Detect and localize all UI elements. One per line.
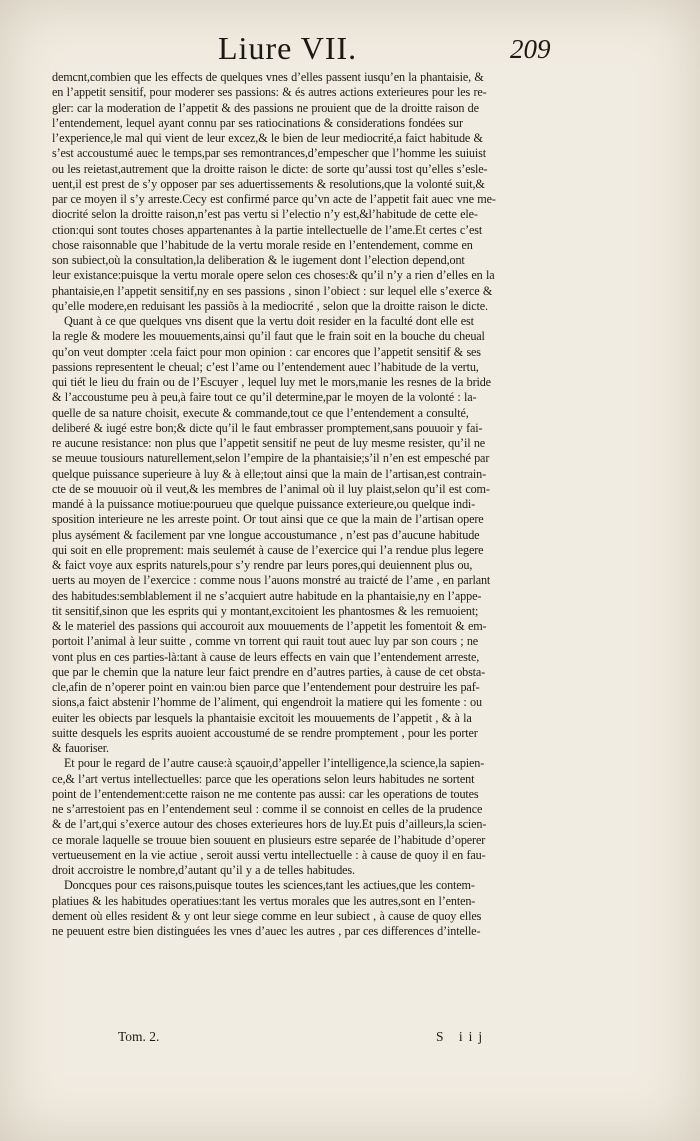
text-line: sposition interieure ne les arreste point. Or tout ainsi que ce que la main de l’artisan opere bbox=[52, 512, 484, 527]
text-line: chose raisonnable que l’habitude de la vertu morale reside en l’entendement, comme en bbox=[52, 237, 473, 252]
signature-mark: S iij bbox=[436, 1029, 489, 1044]
text-line: & l’accoustume peu à peu,à faire tout ce qu’il determine,par le moyen de la volonté : la- bbox=[52, 390, 477, 405]
text-line: gler: car la moderation de l’appetit & des passions ne prouient que de la droitte raison de bbox=[52, 100, 479, 115]
text-line: se meuue tousiours naturellement,selon l’empire de la phantaisie;s’il n’en est empesché par bbox=[52, 451, 490, 466]
text-line: ne peuuent estre bien distinguées les vnes d’auec les autres , par ces differences d’intelle- bbox=[52, 924, 481, 938]
text-line: son subiect,où la consultation,la deliberation & le iugement dont l’election depend,ont bbox=[52, 253, 465, 267]
text-line: euiter les obiects par lesquels la phantaisie excitoit les mouuements de l’appetit , & à la bbox=[52, 710, 472, 725]
page-footer bbox=[0, 1029, 700, 1053]
text-line: Quant à ce que quelques vns disent que la vertu doit resider en la faculté dont elle est bbox=[64, 314, 474, 328]
text-line: diocrité selon la droitte raison,n’est pas vertu si l’electio n’y est,&l’habitude de cette ele- bbox=[52, 207, 478, 222]
text-line: portoit l’animal à leur suitte , comme vn torrent qui rauit tout auec luy par son cours ; ne bbox=[52, 634, 479, 649]
text-line: cte de se mouuoir où il veut,& les membres de l’animal où il luy plaist,selon qu’il est com- bbox=[52, 481, 490, 496]
text-line: des habitudes:semblablement il ne s’acquiert autre habitude en la phantaisie,ny en l’appe- bbox=[52, 588, 482, 603]
text-line: deliberé & iugé estre bon;& dicte qu’il le faut embrasser promptement,sans pouuoir y fai- bbox=[52, 420, 483, 435]
text-line: suitte desquels les esprits auoient accoustumé de se rendre promptement , pour les porter bbox=[52, 725, 478, 740]
text-line: qu’on veut dompter :cela faict pour mon opinion : car encores que l’appetit sensitif & ses bbox=[52, 344, 481, 359]
text-line: phantaisie,en l’appetit sensitif,ny en ses passions , sinon l’obiect : sur lequel elle s’exerce & bbox=[52, 283, 493, 298]
text-line: la regle & modere les mouuements,ainsi qu’il faut que le frain soit en la bouche du cheual bbox=[52, 329, 485, 344]
text-line: s’est accoustumé auec le temps,par ses remontrances,d’empescher que l’homme les suiuist bbox=[52, 146, 486, 161]
text-line: point de l’entendement:cette raison ne me contente pas aussi: car les operations de toutes bbox=[52, 786, 479, 801]
text-line: demcnt,combien que les effects de quelques vnes d’elles passent iusqu’en la phantaisie, & bbox=[52, 70, 484, 84]
text-line: sions,a faict abstenir l’homme de l’aliment, qui engendroit la matiere qui les fomente : ou bbox=[52, 695, 482, 710]
text-line: uent,il est prest de s’y opposer par ses aduertissements & resolutions,que la volonté suit,& bbox=[52, 176, 485, 191]
text-line: dement où elles resident & y ont leur siege comme en leur subiect , à cause de quoy elles bbox=[52, 908, 482, 923]
text-line: quelle de sa nature choisit, execute & commande,tout ce que l’entendement a consulté, bbox=[52, 405, 469, 420]
text-line: quelque puissance superieure à luy & à elle;tout ainsi que la main de l’artisan,est contrain- bbox=[52, 466, 487, 481]
text-line: l’experience,le mal qui vient de leur excez,& le bien de leur mediocrité,a faict habitude & bbox=[52, 131, 483, 145]
text-line: que par le chemin que la nature leur faict prendre en d’autres parties, à cause de cet obsta- bbox=[52, 664, 486, 679]
text-line: vertueusement en la vie actiue , seroit aussi vertu intellectuelle : à cause de quoy il en fau- bbox=[52, 847, 486, 862]
text-line: par ce moyen il s’y arreste.Cecy est confirmé parce qu’vn acte de l’appetit fait auec vne me- bbox=[52, 192, 496, 206]
body-text bbox=[52, 70, 650, 939]
text-line: & le materiel des passions qui accouroit aux mouuements de l’appetit les fomentoit & em- bbox=[52, 619, 487, 633]
text-line: & de l’art,qui s’exerce autour des choses exterieures hors de luy.Et puis d’ailleurs,la scien- bbox=[52, 817, 487, 832]
text-line: ne s’arrestoient pas en l’entendement seul : comme il se connoist en celles de la prudence bbox=[52, 802, 483, 816]
text-line: qu’elle modere,en reduisant les passiõs à la mediocrité , selon que la droitte raison le dicte. bbox=[52, 298, 488, 313]
text-line: l’entendement, lequel ayant connu par ses ratiocinations & considerations fondées sur bbox=[52, 115, 463, 130]
page-header bbox=[0, 30, 700, 70]
text-line: passions representent le cheual; c’est l’ame ou l’entendement auec l’habitude de la vertu, bbox=[52, 359, 479, 374]
text-line: ction:qui sont toutes choses appartenantes à la partie intellectuelle de l’ame.Et certes c’est bbox=[52, 222, 483, 237]
volume-mark: Tom. 2. bbox=[118, 1029, 160, 1044]
text-line: Doncques pour ces raisons,puisque toutes les sciences,tant les actiues,que les contem- bbox=[64, 878, 475, 893]
text-line: vont plus en ces parties-là:tant à cause de leurs effects en vain que l’entendement arreste, bbox=[52, 649, 480, 664]
text-line: & fauoriser. bbox=[52, 741, 109, 755]
text-line: leur existance:puisque la vertu morale opere selon ces choses:& qu’il n’y a rien d’elles en la bbox=[52, 268, 495, 283]
text-line: ou les reietast,autrement que la droitte raison le dicte: de sorte qu’aussi tost qu’elles s’esle- bbox=[52, 161, 488, 176]
text-line: qui soit en elle proprement: mais seulemét à cause de l’exercice qui l’a rendue plus legere bbox=[52, 542, 484, 557]
text-line: en l’appetit sensitif, pour moderer ses passions: & és autres actions exterieures pour les re- bbox=[52, 85, 487, 100]
text-line: Et pour le regard de l’autre cause:à sçauoir,d’appeller l’intelligence,la science,la sapien- bbox=[64, 756, 485, 771]
text-line: droit accroistre le nombre,d’autant qu’il y a de telles habitudes. bbox=[52, 863, 355, 877]
page-number: 209 bbox=[510, 34, 551, 64]
text-line: ce,& l’art vertus intellectuelles: parce que les operations selon leurs habitudes ne sortent bbox=[52, 771, 475, 786]
text-line: cle,afin de n’operer point en vain:ou bien parce que l’entendement pour destruire les paf- bbox=[52, 680, 480, 694]
text-line: uerts au moyen de l’exercice : comme nous l’auons monstré au traicté de l’ame , en parlant bbox=[52, 573, 491, 588]
text-line: & faict voye aux esprits naturels,pour s’y rendre par leurs pores,qui deuiennent plus ou, bbox=[52, 558, 473, 572]
text-line: tit sensitif,sinon que les esprits qui y montant,excitoient les phantosmes & les remuoient; bbox=[52, 603, 479, 618]
text-line: mandé à la puissance motiue:pourueu que quelque puissance exterieure,ou quelque indi- bbox=[52, 497, 476, 511]
text-line: qui tiét le lieu du frain ou de l’Escuyer , lequel luy met le mors,manie les resnes de la bride bbox=[52, 375, 491, 389]
text-line: ce morale laquelle se trouue bien souuent en plusieurs estre separée de l’habitude d’operer bbox=[52, 832, 486, 847]
running-title: Liure VII. bbox=[218, 30, 358, 66]
text-line: plus aysément & facilement par vne longue accoustumance , n’est pas d’aucune habitude bbox=[52, 527, 480, 542]
text-line: re aucune resistance: non plus que l’appetit sensitif ne peut de luy mesme resister, qu’il ne bbox=[52, 436, 486, 450]
text-line: platiues & les habitudes operatiues:tant les vertus morales que les autres,sont en l’enten- bbox=[52, 893, 476, 908]
